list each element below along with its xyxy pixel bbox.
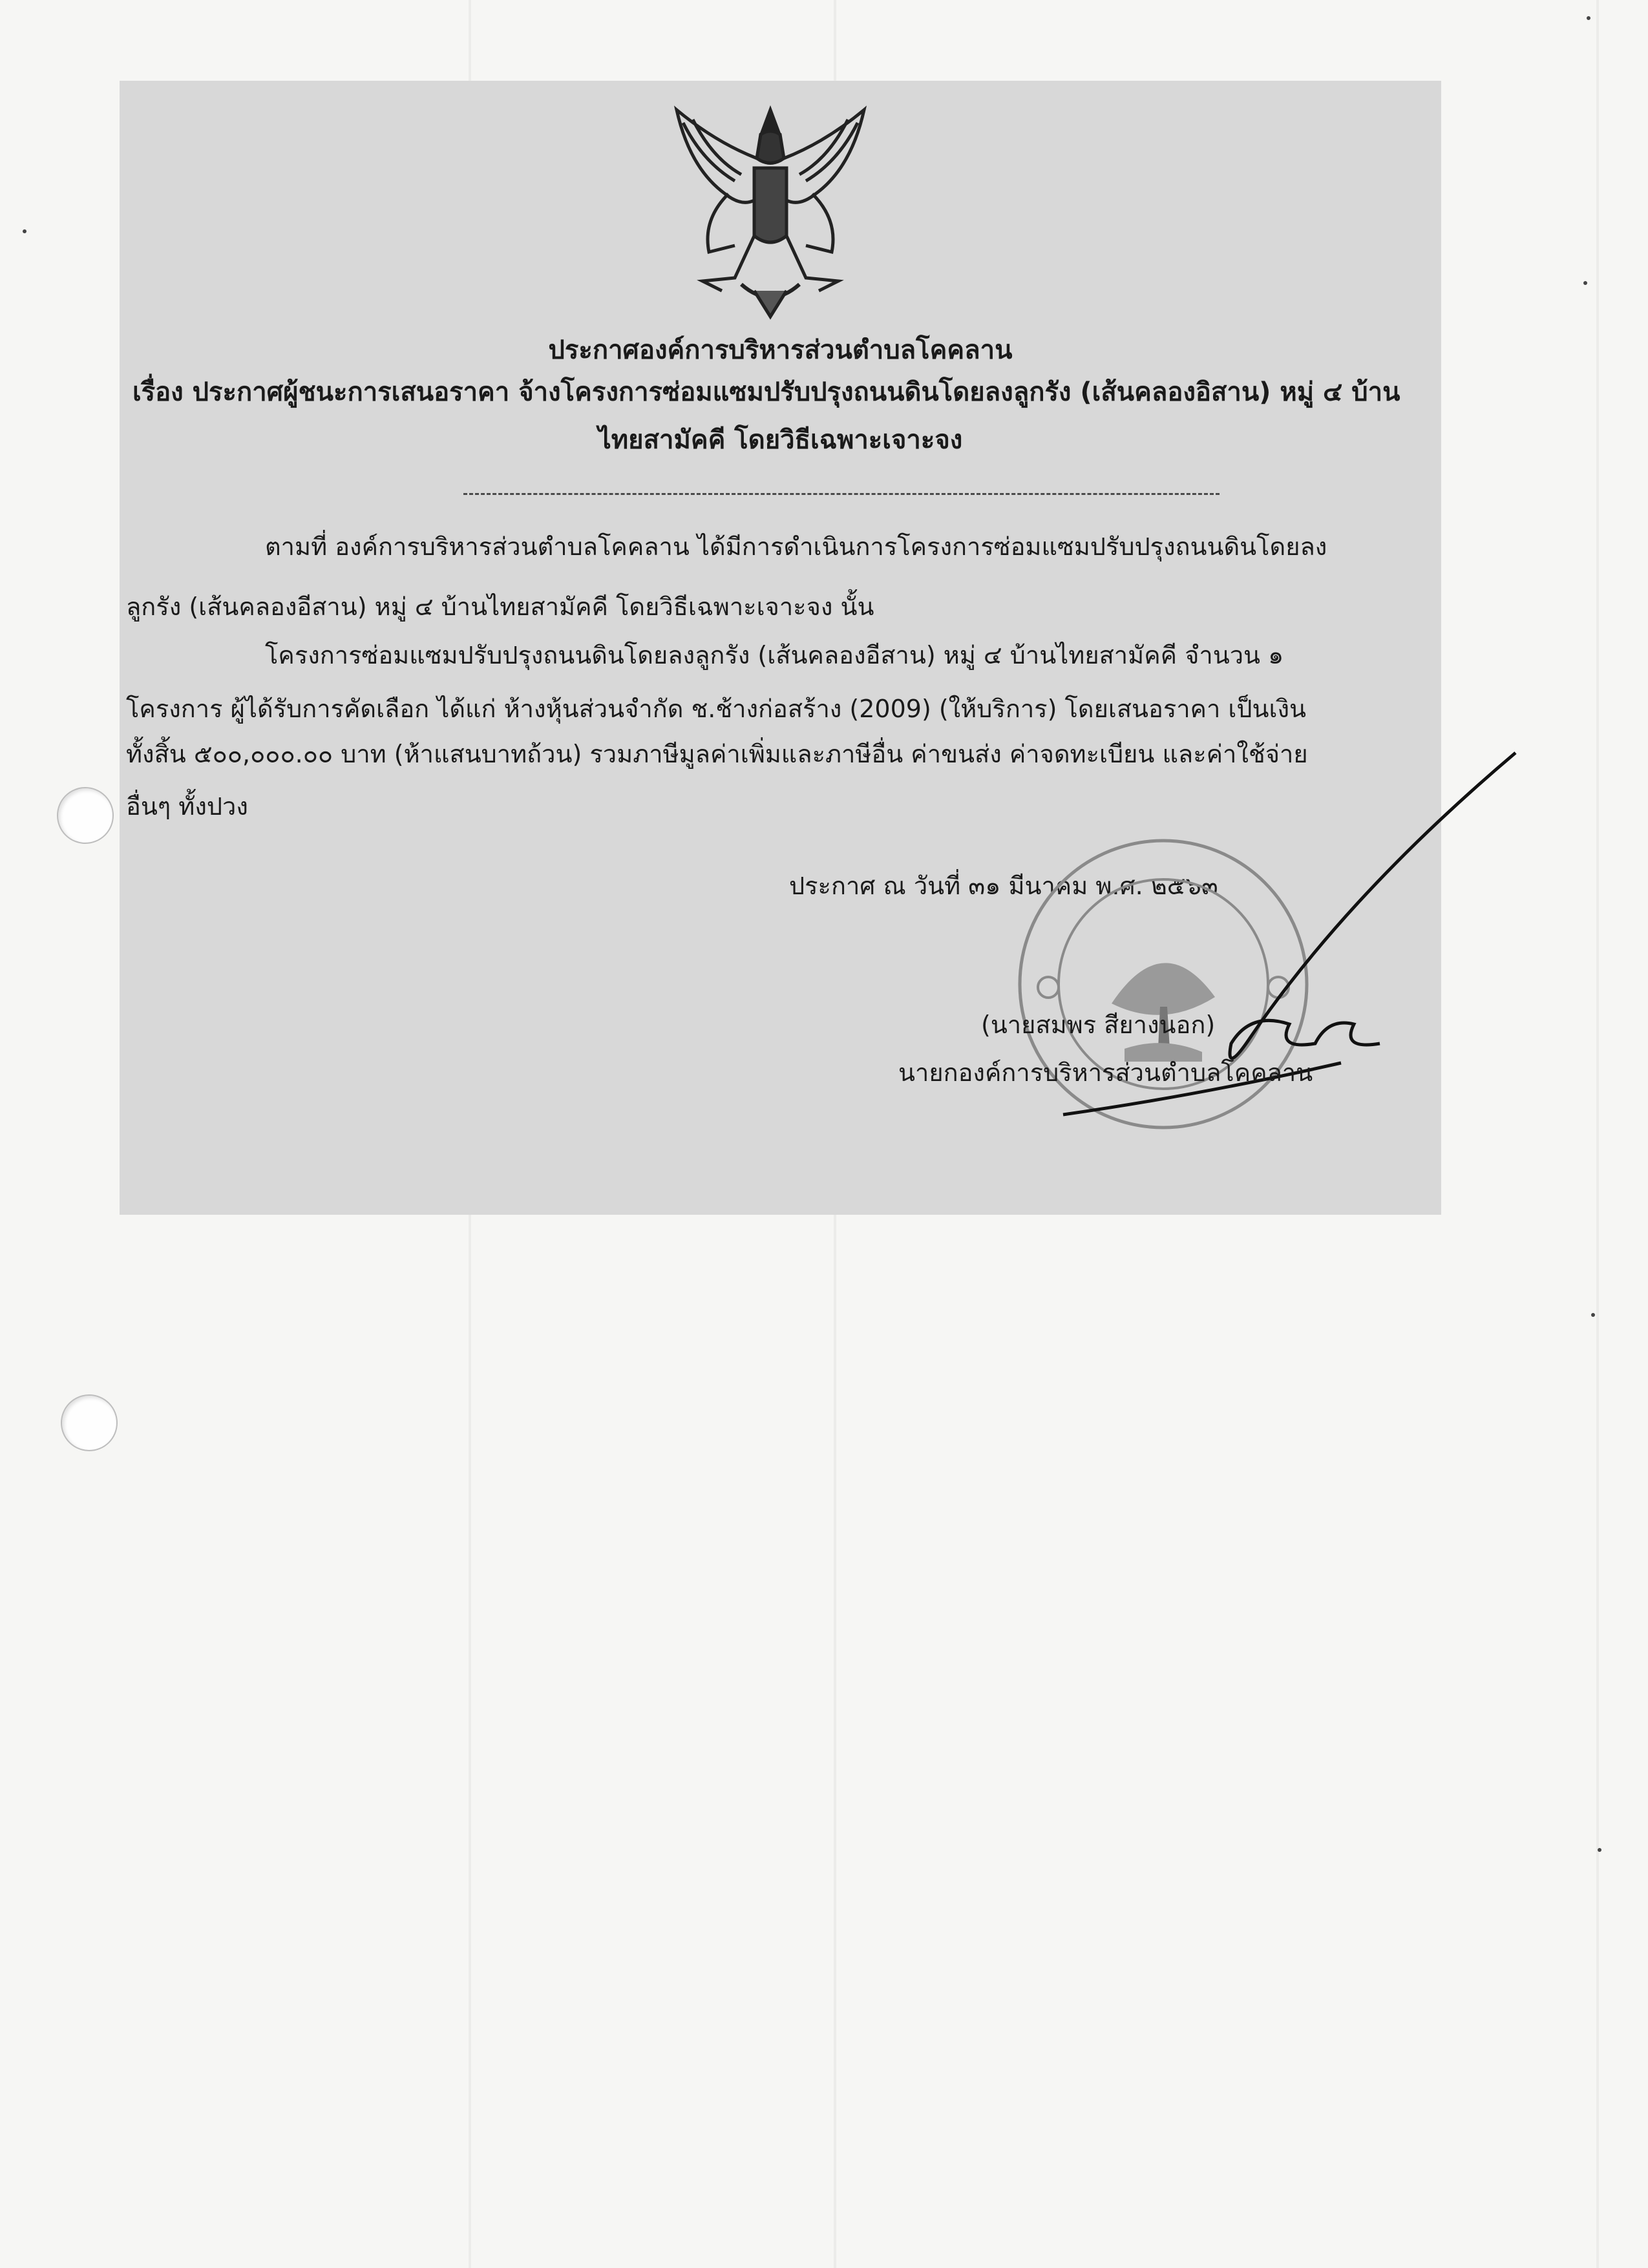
paragraph-2-line-4: อื่นๆ ทั้งปวง <box>126 792 248 821</box>
title-divider <box>463 493 1220 495</box>
garuda-emblem <box>664 97 877 320</box>
paragraph-2-line-3: ทั้งสิ้น ๕๐๐,๐๐๐.๐๐ บาท (ห้าแสนบาทถ้วน) รวมภาษีมูลค่าเพิ่มและภาษีอื่น ค่าขนส่ง ค่าจดทะเบียน และค่าใช้จ่าย <box>126 740 1308 768</box>
paragraph-2-line-1: โครงการซ่อมแซมปรับปรุงถนนดินโดยลงลูกรัง (เส้นคลองอีสาน) หมู่ ๔ บ้านไทยสามัคคี จำนวน ๑ <box>265 641 1284 669</box>
announce-date: ประกาศ ณ วันที่ ๓๑ มีนาคม พ.ศ. ๒๕๖๓ <box>789 872 1218 900</box>
signer-title: นายกองค์การบริหารส่วนตำบลโคคลาน <box>898 1058 1313 1087</box>
paragraph-1-line-2: ลูกรัง (เส้นคลองอีสาน) หมู่ ๔ บ้านไทยสามัคคี โดยวิธีเฉพาะเจาะจง นั้น <box>126 593 874 621</box>
punch-hole-bottom <box>61 1394 118 1451</box>
notice-block <box>120 81 1441 1215</box>
notice-title-subject-cont: ไทยสามัคคี โดยวิธีเฉพาะเจาะจง <box>598 425 963 455</box>
notice-title-org: ประกาศองค์การบริหารส่วนตำบลโคคลาน <box>548 335 1013 365</box>
paragraph-1-line-1: ตามที่ องค์การบริหารส่วนตำบลโคคลาน ได้มีการดำเนินการโครงการซ่อมแซมปรับปรุงถนนดินโดยลง <box>265 532 1327 561</box>
notice-title-subject: เรื่อง ประกาศผู้ชนะการเสนอราคา จ้างโครงการซ่อมแซมปรับปรุงถนนดินโดยลงลูกรัง (เส้นคลองอิสาน) หมู่ ๔ บ้าน <box>132 377 1400 407</box>
paragraph-2-line-2: โครงการ ผู้ได้รับการคัดเลือก ได้แก่ ห้างหุ้นส่วนจำกัด ช.ช้างก่อสร้าง (2009) (ให้บริการ) โดยเสนอราคา เป็นเงิน <box>126 695 1307 723</box>
signer-name: (นายสมพร สียางนอก) <box>981 1011 1216 1039</box>
punch-hole-top <box>57 787 114 844</box>
